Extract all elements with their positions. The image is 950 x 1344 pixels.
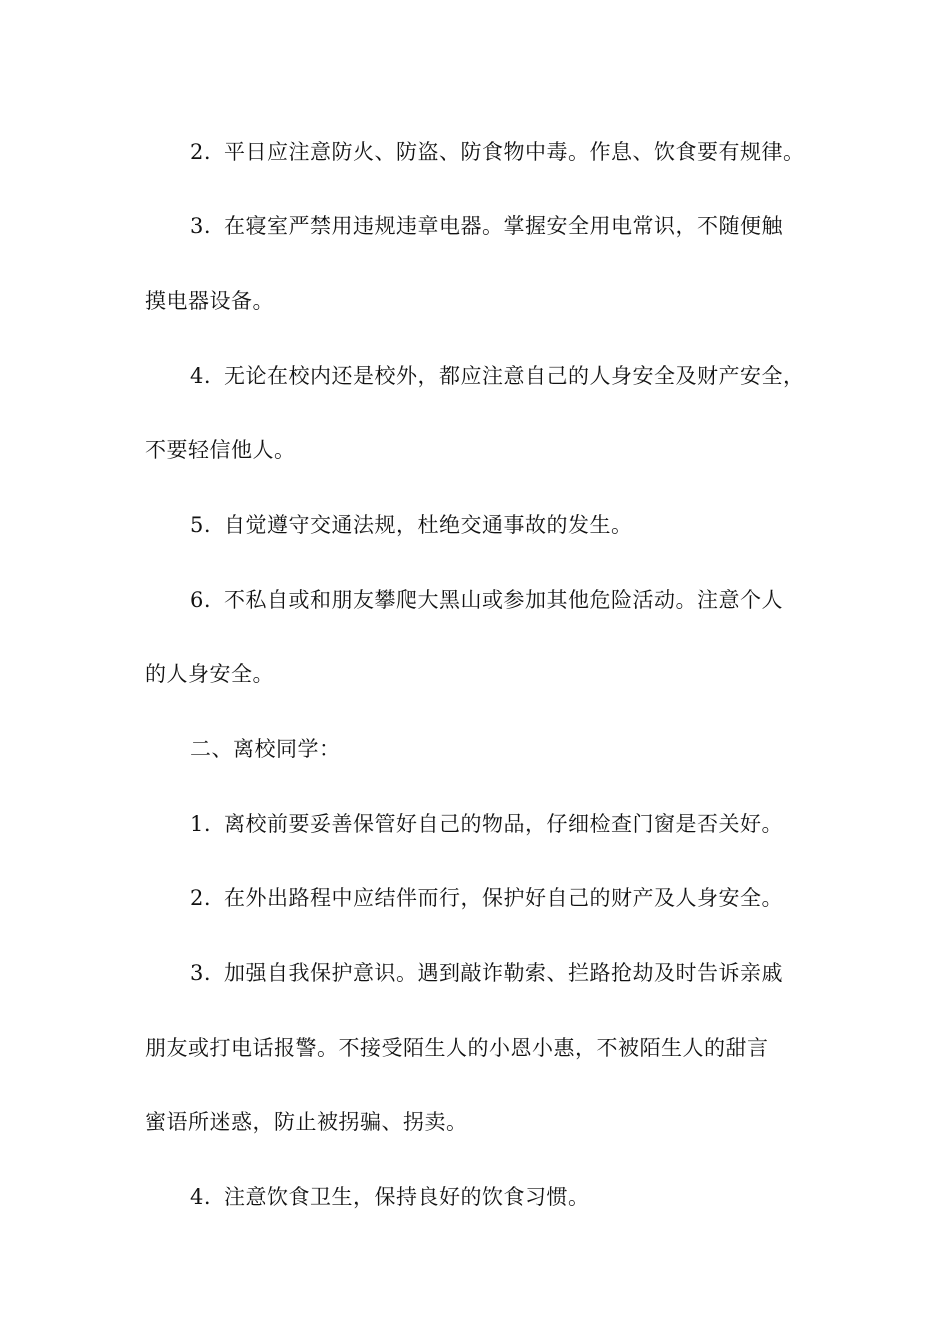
- line-text: 在外出路程中应结伴而行，保护好自己的财产及人身安全。: [224, 886, 783, 910]
- item-number: 3.: [190, 961, 212, 985]
- line-text: 平日应注意防火、防盗、防食物中毒。作息、饮食要有规律。: [224, 140, 805, 164]
- item-number: 4.: [190, 364, 212, 388]
- paragraph-line-11: [190, 885, 870, 911]
- paragraph-line-2: [190, 213, 870, 239]
- line-text: 无论在校内还是校外，都应注意自己的人身安全及财产安全，: [224, 364, 805, 388]
- item-number: 3.: [190, 214, 212, 238]
- paragraph-line-7: [190, 587, 870, 613]
- paragraph-line-12: [190, 960, 870, 986]
- line-text: 朋友或打电话报警。不接受陌生人的小恩小惠，不被陌生人的甜言: [145, 1036, 769, 1060]
- line-text: 离校前要妥善保管好自己的物品，仔细检查门窗是否关好。: [224, 812, 783, 836]
- paragraph-line-1: [190, 139, 870, 165]
- paragraph-line-15: [190, 1184, 870, 1210]
- paragraph-line-5: [145, 437, 825, 463]
- paragraph-line-4: [190, 363, 870, 389]
- line-text: 不私自或和朋友攀爬大黑山或参加其他危险活动。注意个人: [224, 588, 783, 612]
- line-text: 不要轻信他人。: [145, 438, 296, 462]
- item-number: 5.: [190, 513, 212, 537]
- line-text: 注意饮食卫生，保持良好的饮食习惯。: [224, 1185, 590, 1209]
- item-number: 2.: [190, 886, 212, 910]
- section-heading: [190, 736, 870, 762]
- line-text: 摸电器设备。: [145, 289, 274, 313]
- line-text: 蜜语所迷惑，防止被拐骗、拐卖。: [145, 1110, 468, 1134]
- paragraph-line-14: [145, 1109, 825, 1135]
- line-text: 在寝室严禁用违规违章电器。掌握安全用电常识，不随便触: [224, 214, 783, 238]
- item-number: 4.: [190, 1185, 212, 1209]
- line-text: 加强自我保护意识。遇到敲诈勒索、拦路抢劫及时告诉亲戚: [224, 961, 783, 985]
- line-text: 二、离校同学：: [190, 737, 341, 761]
- paragraph-line-6: [190, 512, 870, 538]
- paragraph-line-10: [190, 811, 870, 837]
- paragraph-line-3: [145, 288, 825, 314]
- paragraph-line-8: [145, 661, 825, 687]
- line-text: 自觉遵守交通法规，杜绝交通事故的发生。: [224, 513, 633, 537]
- paragraph-line-13: [145, 1035, 825, 1061]
- item-number: 2.: [190, 140, 212, 164]
- line-text: 的人身安全。: [145, 662, 274, 686]
- item-number: 1.: [190, 812, 212, 836]
- item-number: 6.: [190, 588, 212, 612]
